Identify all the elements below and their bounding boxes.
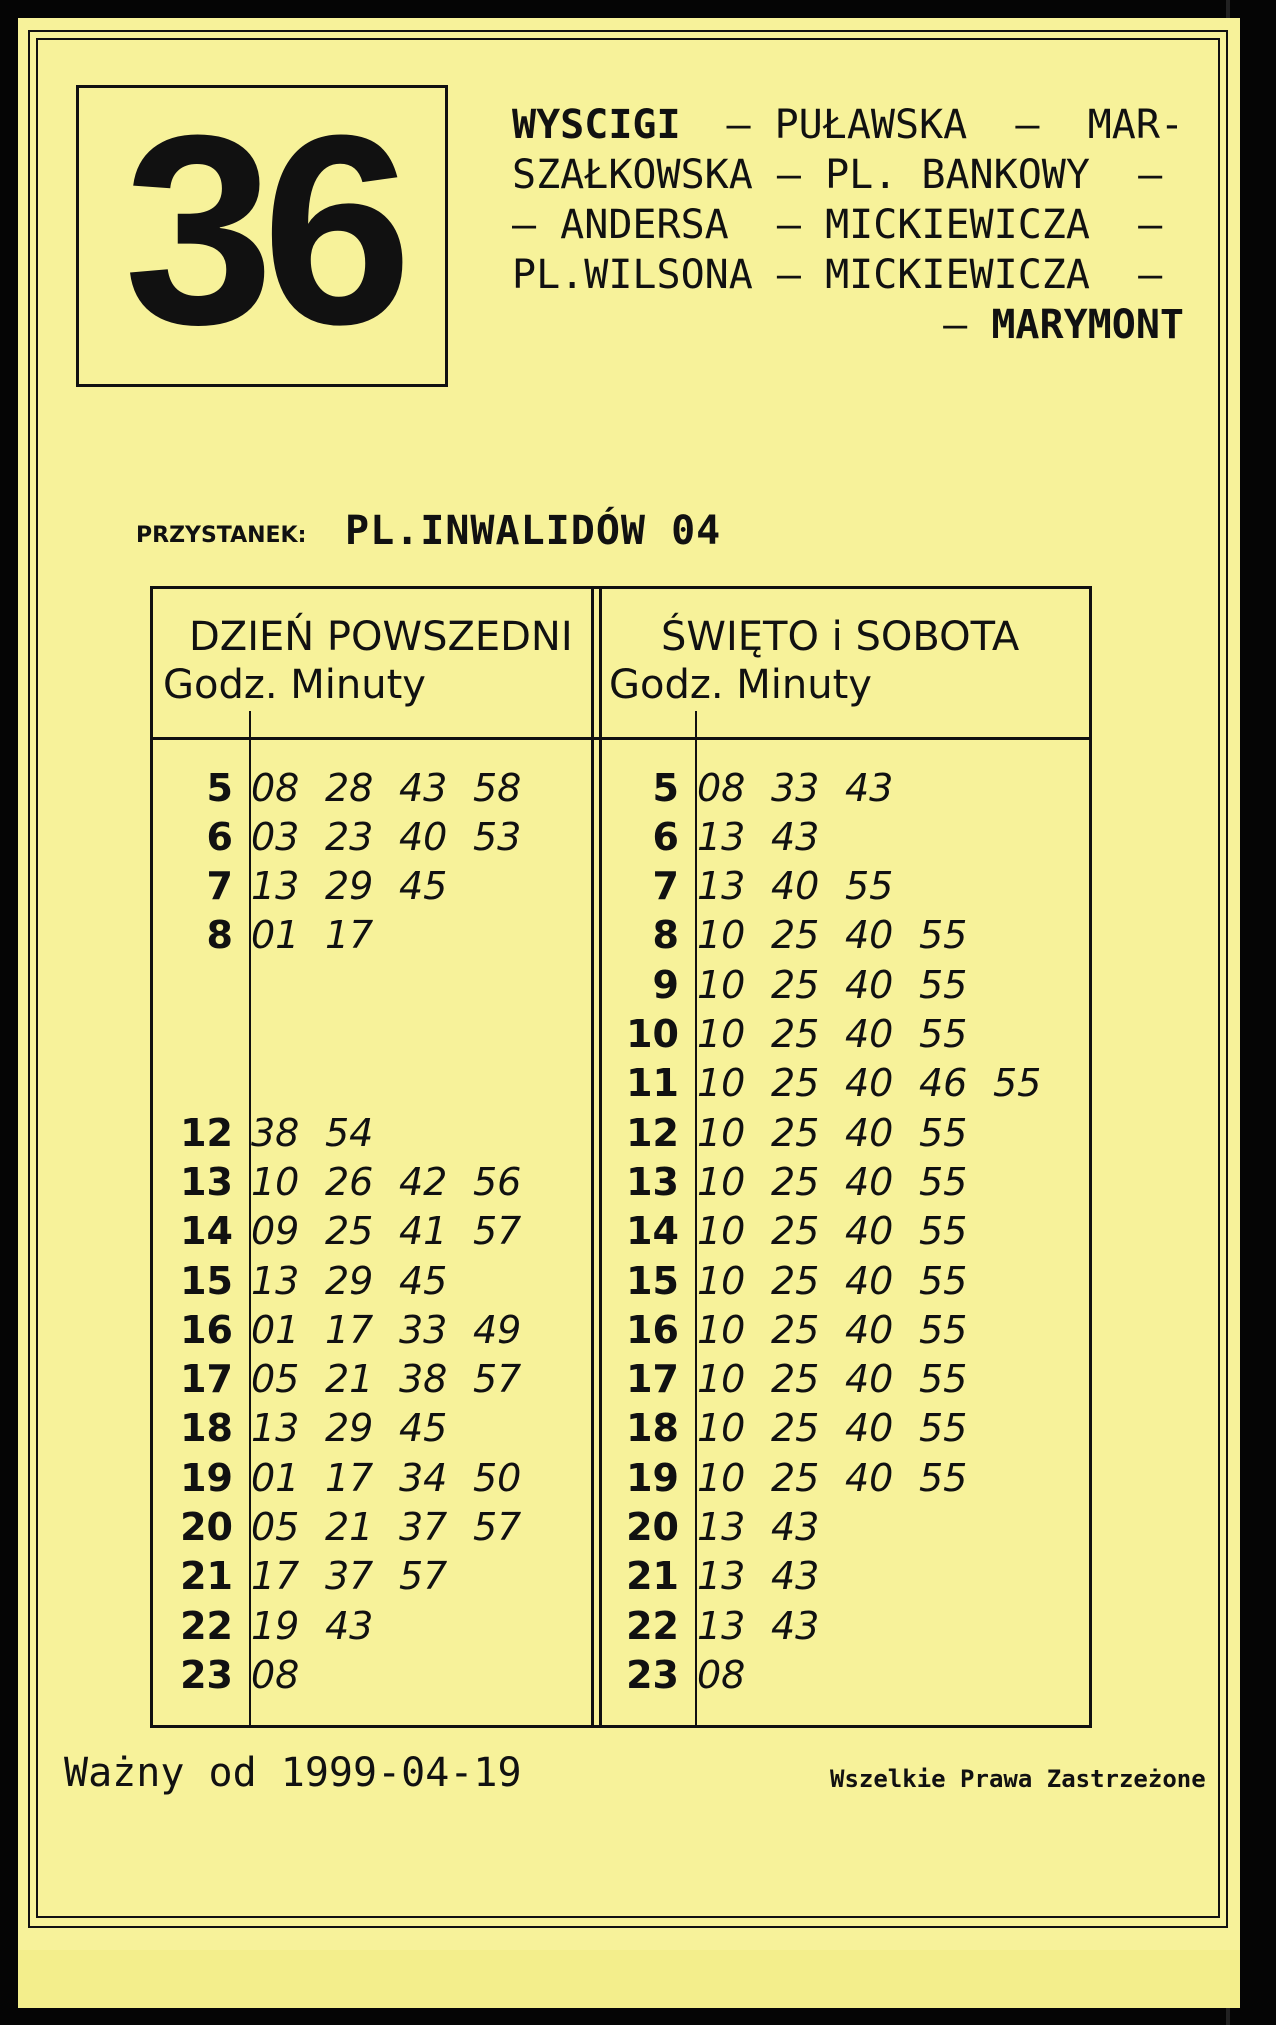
route-line-4: PL.WILSONA – MICKIEWICZA –: [512, 252, 1163, 298]
holiday-minute: 43: [771, 1603, 820, 1648]
holiday-minute: 43: [845, 765, 894, 810]
column-divider: [591, 589, 594, 1725]
weekday-minute: 57: [473, 1505, 522, 1549]
weekday-minutes: [251, 1357, 547, 1401]
weekday-minutes: [251, 1209, 547, 1253]
route-line-5: [512, 300, 1184, 350]
holiday-row: [599, 911, 993, 960]
weekday-row: [153, 1650, 325, 1699]
valid-from: Ważny od 1999-04-19: [64, 1750, 522, 1796]
holiday-row: [599, 1552, 845, 1601]
weekday-minute: 58: [473, 765, 522, 810]
holiday-minute: 10: [697, 1258, 746, 1303]
weekday-row: [153, 1552, 473, 1601]
holiday-minute: 25: [771, 1209, 820, 1254]
holiday-minute: 55: [919, 913, 968, 958]
holiday-hour: 21: [626, 1554, 679, 1599]
weekday-row: [153, 1601, 399, 1650]
holiday-minute: 10: [697, 913, 746, 958]
holiday-minute: 40: [845, 1061, 894, 1106]
weekday-minutes: [251, 1653, 325, 1697]
weekday-minute: 21: [325, 1505, 374, 1549]
weekday-minutes: [251, 1604, 399, 1648]
route-line-5-dash: –: [943, 302, 992, 348]
weekday-row: [153, 960, 251, 1009]
holiday-hour: 14: [626, 1209, 679, 1254]
holiday-hour: 19: [626, 1455, 679, 1500]
weekday-hour: 21: [180, 1554, 233, 1599]
holiday-minute: 25: [771, 1307, 820, 1352]
weekday-minute: 01: [251, 913, 300, 958]
line-number-box: [76, 80, 448, 387]
holiday-row: [599, 1503, 845, 1552]
holiday-hour: 12: [626, 1110, 679, 1155]
weekday-minute: 57: [399, 1554, 448, 1599]
weekday-row: [153, 1305, 547, 1354]
holiday-minute: 25: [771, 1357, 820, 1402]
weekday-hour: 17: [180, 1357, 233, 1402]
weekday-row: [153, 1453, 547, 1502]
holiday-minute: 55: [919, 1209, 968, 1254]
holiday-row: [599, 763, 919, 812]
holiday-title: ŚWIĘTO i SOBOTA: [661, 614, 1020, 660]
holiday-hour: 8: [652, 913, 679, 958]
holiday-minute: 43: [771, 814, 820, 859]
holiday-minute: 10: [697, 1307, 746, 1352]
weekday-minute: 29: [325, 864, 374, 909]
holiday-hour: 17: [626, 1357, 679, 1402]
weekday-hour: 6: [206, 814, 233, 859]
holiday-minute: 25: [771, 1110, 820, 1155]
weekday-minute: 13: [251, 1406, 300, 1451]
weekday-subtitle: Godz. Minuty: [163, 662, 426, 708]
weekday-minute: 25: [325, 1209, 374, 1254]
holiday-minutes: [697, 1061, 1067, 1105]
route-end: MARYMONT: [991, 302, 1184, 348]
holiday-minute: 55: [919, 1455, 968, 1500]
header-separator: [153, 737, 1089, 740]
holiday-minute: 25: [771, 1012, 820, 1056]
holiday-minutes: [697, 815, 845, 859]
holiday-minute: 10: [697, 1406, 746, 1451]
holiday-hour: 5: [652, 765, 679, 810]
holiday-minute: 10: [697, 1110, 746, 1155]
route-line-2: SZAŁKOWSKA – PL. BANKOWY –: [512, 152, 1163, 198]
holiday-minutes: [697, 913, 993, 957]
holiday-minute: 25: [771, 913, 820, 958]
holiday-minute: 10: [697, 1159, 746, 1204]
weekday-minute: 28: [325, 765, 374, 810]
weekday-row: [153, 911, 399, 960]
weekday-minute: 03: [251, 814, 300, 859]
holiday-minute: 55: [845, 864, 894, 909]
weekday-minute: 57: [473, 1357, 522, 1402]
weekday-minute: 01: [251, 1307, 300, 1352]
weekday-minutes: [251, 864, 473, 908]
weekday-minute: 41: [399, 1209, 448, 1254]
weekday-minute: 38: [251, 1110, 300, 1155]
holiday-minute: 08: [697, 765, 746, 810]
holiday-minutes: [697, 1406, 993, 1450]
holiday-row: [599, 1355, 993, 1404]
holiday-minutes: [697, 864, 919, 908]
holiday-minute: 40: [845, 1209, 894, 1254]
holiday-minute: 40: [845, 1357, 894, 1402]
holiday-minute: 55: [919, 1258, 968, 1303]
holiday-minute: 55: [919, 1357, 968, 1402]
weekday-minute: 53: [473, 814, 522, 859]
holiday-minute: 10: [697, 1209, 746, 1254]
weekday-hour: 7: [206, 864, 233, 909]
holiday-hour: 15: [626, 1258, 679, 1303]
holiday-hour: 23: [626, 1652, 679, 1697]
weekday-hour: 19: [180, 1455, 233, 1500]
weekday-minutes: [251, 815, 547, 859]
weekday-minutes: [251, 1406, 473, 1450]
weekday-minutes: [251, 1111, 399, 1155]
route-description: [512, 100, 1184, 350]
holiday-row: [599, 1010, 993, 1059]
holiday-minute: 40: [845, 1012, 894, 1056]
weekday-hour: 12: [180, 1110, 233, 1155]
holiday-minute: 40: [845, 1159, 894, 1204]
weekday-minute: 23: [325, 814, 374, 859]
timetable: [150, 586, 1092, 1728]
holiday-hour: 22: [626, 1603, 679, 1648]
holiday-minute: 55: [919, 1110, 968, 1155]
copyright-notice: Wszelkie Prawa Zastrzeżone: [830, 1765, 1206, 1793]
holiday-minute: 25: [771, 1455, 820, 1500]
weekday-hour: 16: [180, 1307, 233, 1352]
weekday-row: [153, 1059, 251, 1108]
holiday-hour: 11: [626, 1061, 679, 1106]
holiday-minute: 25: [771, 962, 820, 1007]
weekday-minute: 50: [473, 1455, 522, 1500]
holiday-minute: 25: [771, 1406, 820, 1451]
weekday-minute: 01: [251, 1455, 300, 1500]
holiday-minutes: [697, 1357, 993, 1401]
holiday-minute: 40: [845, 913, 894, 958]
holiday-minutes: [697, 1456, 993, 1500]
holiday-minutes: [697, 1209, 993, 1253]
weekday-minute: 09: [251, 1209, 300, 1254]
holiday-minute: 40: [845, 1307, 894, 1352]
weekday-row: [153, 1355, 547, 1404]
holiday-row: [599, 1305, 993, 1354]
weekday-minutes: [251, 1505, 547, 1549]
weekday-minute: 08: [251, 1652, 300, 1697]
holiday-hour: 16: [626, 1307, 679, 1352]
weekday-minute: 26: [325, 1159, 374, 1204]
holiday-minute: 10: [697, 1455, 746, 1500]
holiday-row: [599, 1256, 993, 1305]
stop-name: PL.INWALIDÓW 04: [345, 508, 722, 554]
weekday-minute: 40: [399, 814, 448, 859]
route-start: WYSCIGI: [512, 102, 681, 148]
weekday-title: DZIEŃ POWSZEDNI: [189, 614, 573, 660]
holiday-minute: 55: [919, 1307, 968, 1352]
weekday-minutes: [251, 1308, 547, 1352]
weekday-minute: 13: [251, 864, 300, 909]
stop-label: PRZYSTANEK:: [136, 523, 307, 548]
weekday-row: [153, 1503, 547, 1552]
holiday-minute: 43: [771, 1554, 820, 1599]
holiday-minute: 40: [845, 1258, 894, 1303]
weekday-minute: 08: [251, 765, 300, 810]
weekday-row: [153, 1207, 547, 1256]
holiday-row: [599, 1108, 993, 1157]
holiday-minute: 13: [697, 814, 746, 859]
holiday-minute: 55: [993, 1061, 1042, 1106]
route-line-3: – ANDERSA – MICKIEWICZA –: [512, 202, 1163, 248]
weekday-minute: 29: [325, 1406, 374, 1451]
weekday-minute: 17: [251, 1554, 300, 1599]
weekday-minutes: [251, 1456, 547, 1500]
holiday-row: [599, 1207, 993, 1256]
weekday-minute: 37: [325, 1554, 374, 1599]
holiday-minutes: [697, 1653, 771, 1697]
weekday-hour: 23: [180, 1652, 233, 1697]
weekday-row: [153, 1010, 251, 1059]
holiday-minutes: [697, 1160, 993, 1204]
weekday-minute: 45: [399, 1406, 448, 1451]
holiday-minute: 08: [697, 1652, 746, 1697]
holiday-minute: 13: [697, 864, 746, 909]
holiday-minute: 13: [697, 1505, 746, 1549]
holiday-subtitle: Godz. Minuty: [609, 662, 872, 708]
weekday-hour: 14: [180, 1209, 233, 1254]
holiday-minute: 40: [845, 1110, 894, 1155]
weekday-minute: 45: [399, 864, 448, 909]
weekday-row: [153, 763, 547, 812]
holiday-minute: 25: [771, 1061, 820, 1106]
holiday-row: [599, 1601, 845, 1650]
weekday-row: [153, 1404, 473, 1453]
holiday-minute: 10: [697, 962, 746, 1007]
weekday-row: [153, 862, 473, 911]
holiday-minute: 43: [771, 1505, 820, 1549]
weekday-minute: 43: [325, 1603, 374, 1648]
holiday-row: [599, 1650, 771, 1699]
weekday-minute: 56: [473, 1159, 522, 1204]
weekday-minutes: [251, 913, 399, 957]
holiday-minute: 10: [697, 1061, 746, 1106]
weekday-minute: 42: [399, 1159, 448, 1204]
weekday-hour: 15: [180, 1258, 233, 1303]
weekday-minute: 17: [325, 1455, 374, 1500]
holiday-minute: 40: [845, 1406, 894, 1451]
weekday-minute: 49: [473, 1307, 522, 1352]
weekday-minute: 34: [399, 1455, 448, 1500]
weekday-minute: 43: [399, 765, 448, 810]
holiday-hour: 9: [652, 962, 679, 1007]
holiday-minute: 40: [845, 962, 894, 1007]
weekday-minute: 54: [325, 1110, 374, 1155]
holiday-minutes: [697, 1308, 993, 1352]
holiday-minute: 40: [845, 1455, 894, 1500]
holiday-minutes: [697, 1505, 845, 1549]
weekday-hour: 8: [206, 913, 233, 958]
holiday-hour: 10: [626, 1012, 679, 1056]
weekday-minute: 37: [399, 1505, 448, 1549]
weekday-row: [153, 1157, 547, 1206]
weekday-hour: 22: [180, 1603, 233, 1648]
weekday-row: [153, 1108, 399, 1157]
holiday-minute: 55: [919, 1406, 968, 1451]
holiday-minute: 46: [919, 1061, 968, 1106]
weekday-hour: 5: [206, 765, 233, 810]
holiday-row: [599, 1157, 993, 1206]
holiday-hour: 18: [626, 1406, 679, 1451]
weekday-minute: 21: [325, 1357, 374, 1402]
weekday-minute: 38: [399, 1357, 448, 1402]
weekday-minute: 10: [251, 1159, 300, 1204]
route-line-1-rest: – PUŁAWSKA – MAR-: [726, 102, 1184, 148]
holiday-hour: 20: [626, 1505, 679, 1549]
holiday-minutes: [697, 1259, 993, 1303]
route-line-1: [512, 100, 1184, 150]
holiday-minute: 55: [919, 962, 968, 1007]
holiday-minute: 13: [697, 1603, 746, 1648]
holiday-minutes: [697, 963, 993, 1007]
holiday-minute: 55: [919, 1012, 968, 1056]
holiday-minute: 13: [697, 1554, 746, 1599]
weekday-minutes: [251, 1160, 547, 1204]
holiday-minute: 10: [697, 1357, 746, 1402]
holiday-minutes: [697, 1554, 845, 1598]
weekday-minute: 33: [399, 1307, 448, 1352]
holiday-row: [599, 960, 993, 1009]
weekday-minutes: [251, 1554, 473, 1598]
weekday-minutes: [251, 1259, 473, 1303]
holiday-row: [599, 862, 919, 911]
holiday-minute: 25: [771, 1258, 820, 1303]
holiday-row: [599, 1404, 993, 1453]
holiday-minutes: [697, 1012, 993, 1056]
holiday-row: [599, 812, 845, 861]
weekday-minute: 19: [251, 1603, 300, 1648]
holiday-minute: 40: [771, 864, 820, 909]
holiday-minutes: [697, 1604, 845, 1648]
holiday-minutes: [697, 1111, 993, 1155]
weekday-minute: 29: [325, 1258, 374, 1303]
weekday-hour: 18: [180, 1406, 233, 1451]
weekday-minute: 45: [399, 1258, 448, 1303]
weekday-hour: 13: [180, 1159, 233, 1204]
holiday-row: [599, 1059, 1067, 1108]
weekday-row: [153, 1256, 473, 1305]
holiday-hour: 6: [652, 814, 679, 859]
weekday-hour: 20: [180, 1505, 233, 1549]
weekday-minute: 05: [251, 1357, 300, 1402]
weekday-minute: 05: [251, 1505, 300, 1549]
bottom-strip: [18, 1950, 1240, 2008]
weekday-minute: 17: [325, 1307, 374, 1352]
weekday-minute: 13: [251, 1258, 300, 1303]
weekday-row: [153, 812, 547, 861]
holiday-minute: 25: [771, 1159, 820, 1204]
holiday-hour: 7: [652, 864, 679, 909]
line-number: 36: [123, 80, 401, 381]
holiday-hour: 13: [626, 1159, 679, 1204]
holiday-row: [599, 1453, 993, 1502]
weekday-minute: 17: [325, 913, 374, 958]
holiday-minute: 33: [771, 765, 820, 810]
holiday-minute: 10: [697, 1012, 746, 1056]
weekday-minute: 57: [473, 1209, 522, 1254]
weekday-minutes: [251, 766, 547, 810]
holiday-minutes: [697, 766, 919, 810]
holiday-minute: 55: [919, 1159, 968, 1204]
